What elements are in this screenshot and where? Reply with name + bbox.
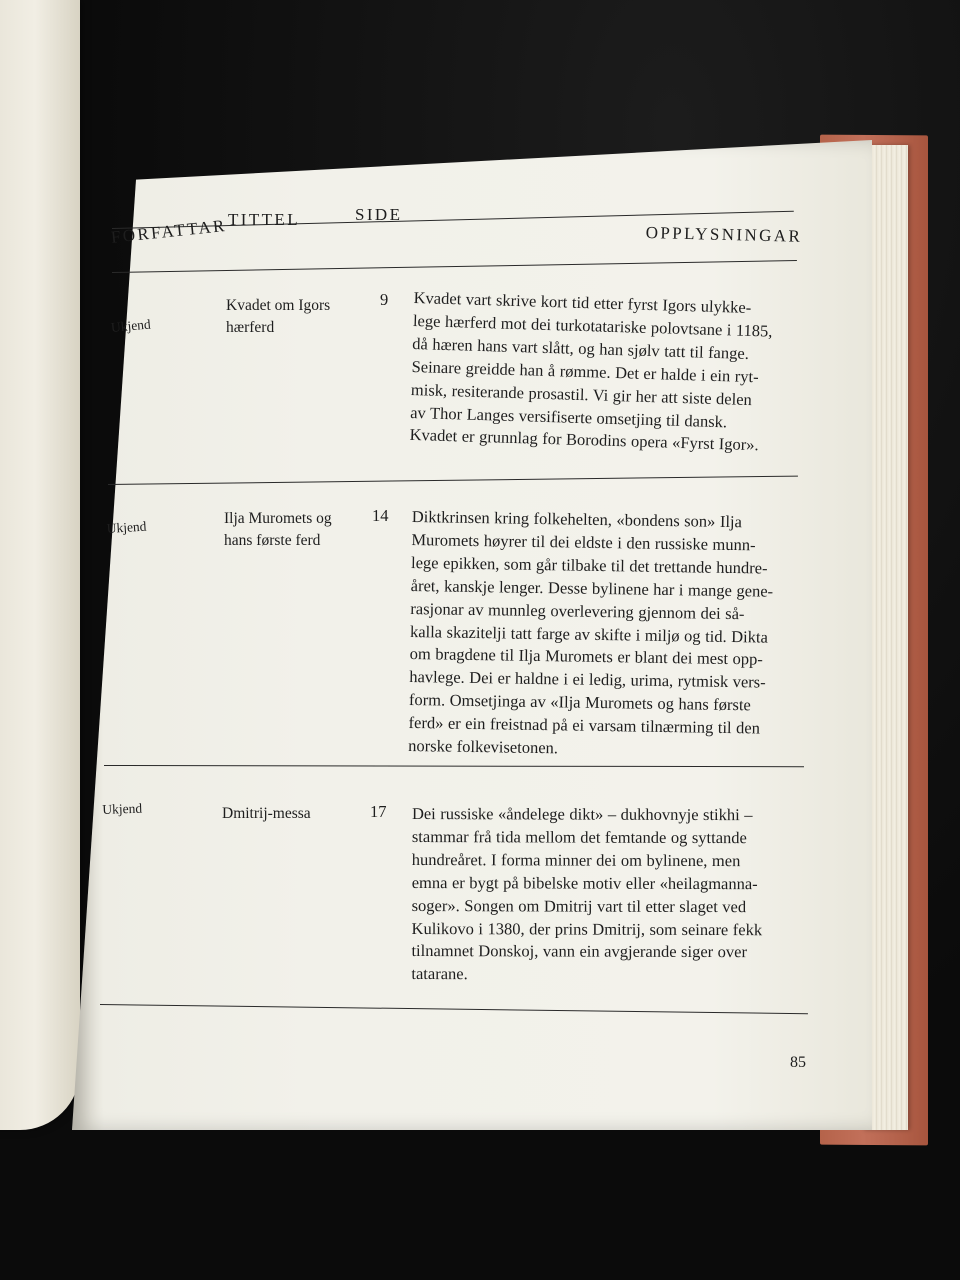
entry-2-info-line: lege epikken, som går tilbake til det trettande hundre- xyxy=(410,552,768,578)
entry-1-divider xyxy=(108,476,798,485)
entry-3-page: 17 xyxy=(370,802,387,821)
header-title: TITTEL xyxy=(228,210,300,229)
entry-3-info-line: emna er bygt på bibelske motiv eller «heilagmanna- xyxy=(411,872,758,893)
entry-1-author: Ukjend xyxy=(110,316,152,335)
entry-1-info-line: av Thor Langes versifiserte omsetjing til dansk. xyxy=(410,402,728,431)
header-page: SIDE xyxy=(355,205,403,224)
entry-3-info-line: soger». Songen om Dmitrij vart til etter slaget ved xyxy=(411,895,747,916)
entry-2-info-line: kalla skazitelji tatt farge av skifte i miljø og tid. Dikta xyxy=(409,621,769,647)
entry-2-divider xyxy=(104,765,804,767)
entry-2-info-line: ferd» er ein freistnad på ei varsam tilnærming til den xyxy=(408,713,761,738)
entry-2-author: Ukjend xyxy=(106,518,147,536)
entry-1-info-line: misk, resiterande prosastil. Vi gir her att siste delen xyxy=(410,379,753,409)
entry-2-info-line: Muromets høyrer til dei eldste i den russiske munn- xyxy=(411,529,756,555)
entry-2-info-line: form. Omsetjinga av «Ilja Muromets og hans første xyxy=(408,690,751,715)
entry-2-info-line: norske folkevisetonen. xyxy=(408,736,559,758)
entry-2-title-line-1: Ilja Muromets og xyxy=(224,510,332,527)
page-number: 85 xyxy=(790,1054,806,1071)
entry-3-info xyxy=(411,803,804,988)
header-info: OPPLYSNINGAR xyxy=(645,223,803,246)
entry-2-info-line: rasjonar av munnleg overlevering gjennom dei så- xyxy=(410,598,745,623)
entry-3-divider xyxy=(100,1004,808,1014)
entry-2-info-line: Diktkrinsen kring folkehelten, «bondens son» Ilja xyxy=(411,506,743,532)
entry-3-info-line: tilnamnet Donskoj, vann ein avgjerande siger over xyxy=(411,941,748,962)
entry-1-info xyxy=(409,287,799,459)
entry-3-info-line: stammar frå tida mellom det femtande og syttande xyxy=(411,826,747,848)
entry-1-info-line: då hæren hans vart slått, og han sjølv tatt til fange. xyxy=(412,333,750,363)
entry-2-info-line: året, kanskje lenger. Desse bylinene har i mange gene- xyxy=(410,575,774,601)
entry-3-info-line: Kulikovo i 1380, der prins Dmitrij, som seinare fekk xyxy=(411,918,763,939)
header-author: FORFATTAR xyxy=(110,215,228,247)
entry-2-info-line: om bragdene til Ilja Muromets er blant dei mest opp- xyxy=(409,644,764,669)
entry-3-info-line: hundreåret. I forma minner dei om bylinene, men xyxy=(411,849,741,870)
entry-2-info xyxy=(408,506,802,764)
entry-3-info-line: tatarane. xyxy=(411,964,468,984)
entry-1-info-line: Seinare greidde han å rømme. Det er halde i ein ryt- xyxy=(411,356,759,386)
entry-1-page: 9 xyxy=(380,290,389,309)
entry-1-info-line: Kvadet er grunnlag for Borodins opera «Fyrst Igor». xyxy=(409,425,759,455)
entry-2-info-line: havlege. Dei er haldne i ei ledig, urima, rytmisk vers- xyxy=(409,667,766,692)
entry-1-info-line: lege hærferd mot dei turkotatariske polovtsane i 1185, xyxy=(412,310,773,341)
entry-3-author: Ukjend xyxy=(102,800,143,817)
entry-3-title-line-1: Dmitrij-messa xyxy=(222,805,311,822)
entry-2-page: 14 xyxy=(372,506,389,525)
entry-1-title-line-2: hærferd xyxy=(226,319,275,336)
entry-2-title-line-2: hans første ferd xyxy=(224,532,321,549)
entry-1-info-line: Kvadet vart skrive kort tid etter fyrst Igors ulykke- xyxy=(413,287,752,318)
header-bottom-rule xyxy=(112,260,797,273)
entry-3-info-line: Dei russiske «åndelege dikt» – dukhovnyje stikhi – xyxy=(411,804,753,825)
entry-1-title-line-1: Kvadet om Igors xyxy=(226,297,331,314)
